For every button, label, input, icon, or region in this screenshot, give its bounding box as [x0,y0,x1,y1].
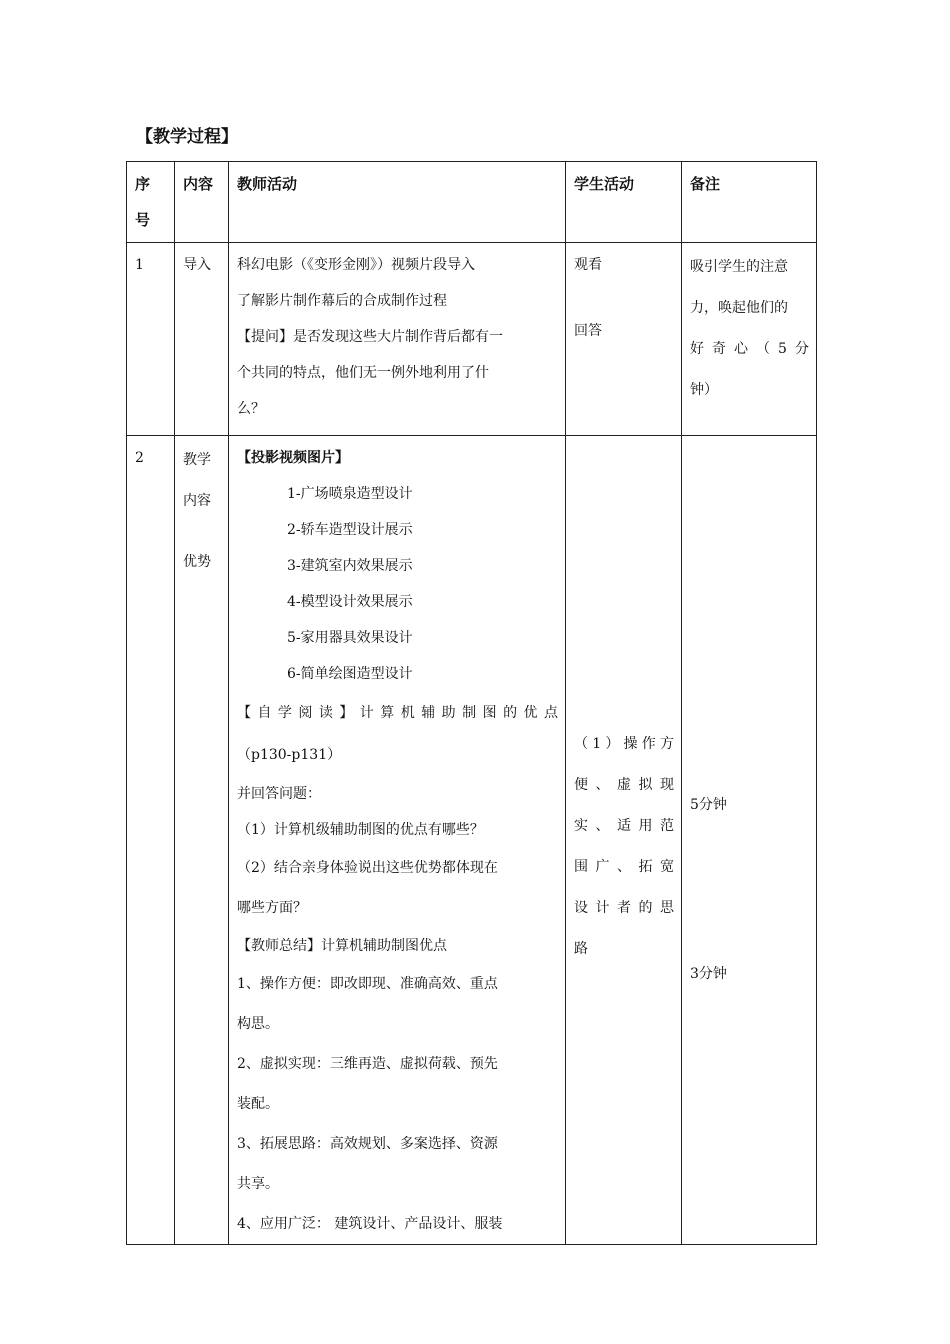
teacher-line: 了解影片制作幕后的合成制作过程 [237,293,447,309]
teacher-line: 科幻电影（《变形金刚》）视频片段导入 [237,257,475,273]
student-line: 便、虚拟现 [574,777,674,793]
note-line: 好奇心（5分 [690,341,809,357]
projection-item: 5-家用器具效果设计 [287,630,413,646]
note-line: 吸引学生的注意 [690,259,788,275]
row-seq: 2 [127,436,175,1245]
projection-title: 【投影视频图片】 [237,450,349,466]
question-1: （1）计算机级辅助制图的优点有哪些？ [237,822,484,838]
summary-point: 装配。 [237,1096,279,1112]
table-row [127,436,817,1245]
content-line: 内容 [183,493,211,509]
projection-item: 3-建筑室内效果展示 [287,558,413,574]
teacher-line: 个共同的特点，他们无一例外地利用了什 [237,365,489,381]
table-header-row [127,162,817,243]
note-line: 力，唤起他们的 [690,300,788,316]
teacher-line: 【提问】是否发现这些大片制作背后都有一 [237,329,503,345]
note-time: 5分钟 [690,797,727,813]
projection-item: 4-模型设计效果展示 [287,594,413,610]
spacer [574,440,674,724]
projection-item: 2-轿车造型设计展示 [287,522,413,538]
teacher-summary: 【教师总结】计算机辅助制图优点 [237,938,447,954]
row-content [175,436,229,1245]
note-time: 3分钟 [690,966,727,982]
student-line: 路 [574,941,588,957]
projection-item: 6-简单绘图造型设计 [287,666,413,682]
spacer [690,823,809,956]
summary-point: 4、应用广泛： 建筑设计、产品设计、服装 [237,1216,503,1232]
header-content: 内容 [175,162,229,243]
note-cell [682,243,817,436]
student-line: 实、适用范 [574,818,674,834]
student-line: 观看 [574,257,602,273]
header-seq-line2: 号 [135,211,151,229]
section-heading: 【教学过程】 [136,127,238,147]
student-activity-cell [566,243,682,436]
teacher-activity-cell [229,436,566,1245]
header-seq-line1: 序 [135,175,151,193]
header-seq [127,162,175,243]
summary-point: 3、拓展思路：高效规划、多案选择、资源 [237,1136,498,1152]
student-line: （1）操作方 [574,736,674,752]
header-teacher-activity: 教师活动 [229,162,566,243]
student-line: 围广、拓宽 [574,859,674,875]
projection-item: 1-广场喷泉造型设计 [287,486,413,502]
student-activity-cell [566,436,682,1245]
note-cell [682,436,817,1245]
teaching-process-table [126,161,817,1245]
summary-point: 共享。 [237,1176,279,1192]
self-reading-pages: （p130-p131） [237,747,342,763]
teacher-activity-cell [229,243,566,436]
summary-point: 2、虚拟实现：三维再造、虚拟荷载、预先 [237,1056,498,1072]
table-row [127,243,817,436]
row-content: 导入 [175,243,229,436]
student-line: 设计者的思 [574,900,674,916]
student-line: 回答 [574,323,602,339]
question-2-cont: 哪些方面？ [237,900,307,916]
summary-point: 构思。 [237,1016,279,1032]
self-reading-line: 【自学阅读】计算机辅助制图的优点 [237,705,558,721]
header-note: 备注 [682,162,817,243]
summary-point: 1、操作方便：即改即现、准确高效、重点 [237,976,498,992]
question-2: （2）结合亲身体验说出这些优势都体现在 [237,860,498,876]
note-line: 钟） [690,382,718,398]
row-seq: 1 [127,243,175,436]
spacer [690,440,809,787]
content-line: 优势 [183,554,211,570]
header-student-activity: 学生活动 [566,162,682,243]
teacher-line: 么？ [237,401,265,417]
content-line: 教学 [183,452,211,468]
answer-intro: 并回答问题： [237,786,321,802]
